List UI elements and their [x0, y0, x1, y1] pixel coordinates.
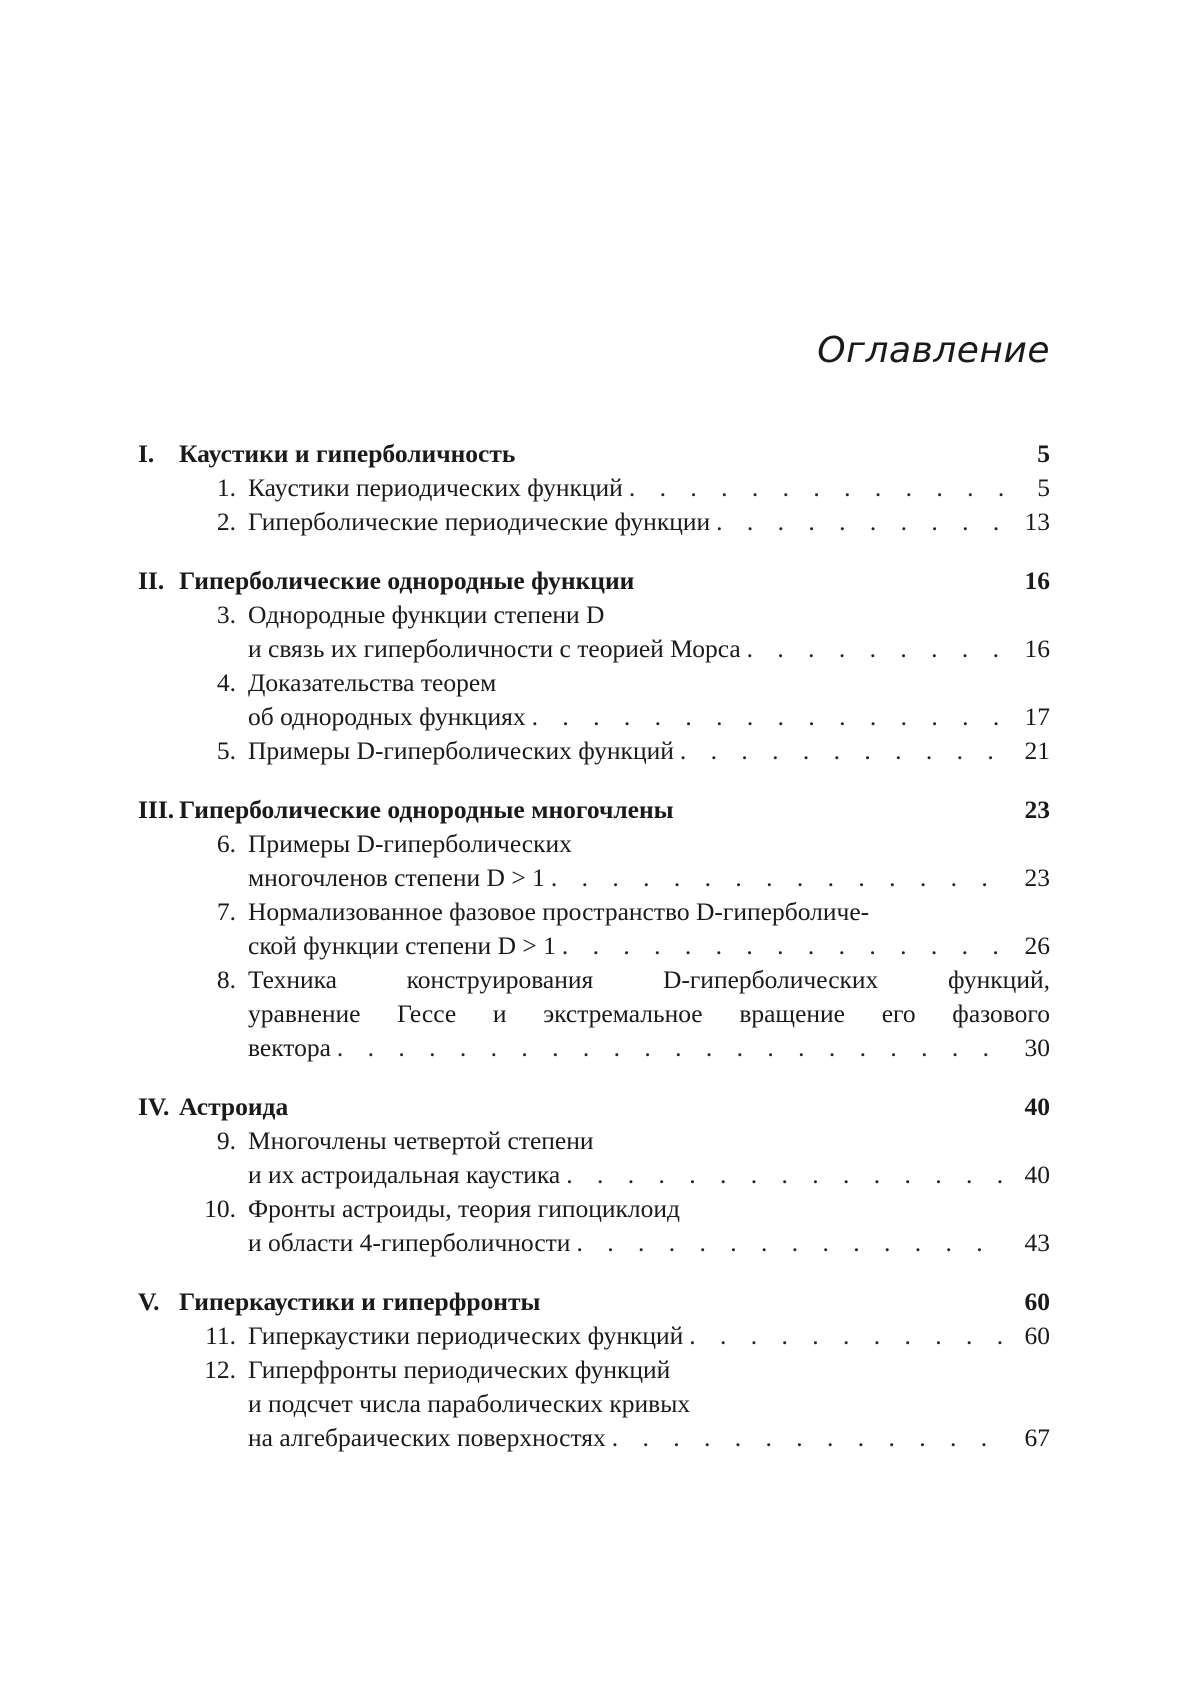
toc-section[interactable]	[138, 895, 1050, 963]
dot-leader	[562, 929, 1008, 963]
section-line	[138, 598, 1050, 632]
part-number: III.	[138, 795, 175, 824]
toc-part	[138, 1090, 1050, 1260]
section-line	[138, 1192, 1050, 1226]
dot-leader	[566, 1158, 1008, 1192]
part-number: II.	[138, 566, 165, 595]
section-line	[138, 895, 1050, 929]
section-page-number: 17	[1024, 702, 1050, 731]
section-line	[138, 1319, 1050, 1353]
section-number: 10.	[204, 1194, 236, 1223]
toc-part-heading[interactable]	[138, 793, 1050, 827]
toc-part	[138, 793, 1050, 1065]
section-line	[138, 1031, 1050, 1065]
part-number: IV.	[138, 1092, 170, 1121]
section-title: и их астроидальная каустика	[248, 1160, 561, 1189]
table-of-contents	[138, 437, 1050, 1480]
dot-leader	[629, 471, 1008, 505]
section-title: многочленов степени D > 1	[248, 863, 545, 892]
dot-leader	[576, 1226, 1008, 1260]
part-title: Астроида	[179, 1092, 289, 1121]
section-page-number: 26	[1024, 931, 1050, 960]
section-title: об однородных функциях	[248, 702, 526, 731]
part-page-number: 16	[1024, 566, 1050, 595]
section-line	[138, 1421, 1050, 1455]
toc-section[interactable]	[138, 1319, 1050, 1353]
toc-section[interactable]	[138, 505, 1050, 539]
toc-part	[138, 437, 1050, 539]
section-line	[138, 1387, 1050, 1421]
section-number: 1.	[216, 473, 236, 502]
part-title: Гиперболические однородные функции	[179, 566, 635, 595]
section-number: 2.	[216, 507, 236, 536]
section-number: 11.	[205, 1321, 236, 1350]
section-line	[138, 929, 1050, 963]
section-line	[138, 734, 1050, 768]
toc-section[interactable]	[138, 666, 1050, 734]
part-page-number: 23	[1024, 795, 1050, 824]
section-line	[138, 963, 1050, 997]
part-title: Гиперболические однородные многочлены	[179, 795, 674, 824]
section-number: 4.	[216, 668, 236, 697]
section-number: 9.	[216, 1126, 236, 1155]
section-title: на алгебраических поверхностях	[248, 1423, 606, 1452]
section-title: Примеры D-гиперболических	[248, 829, 572, 858]
section-title: Доказательства теорем	[248, 668, 497, 697]
section-page-number: 30	[1024, 1033, 1050, 1062]
dot-leader	[689, 1319, 1008, 1353]
section-title: Примеры D-гиперболических функций	[248, 736, 674, 765]
section-title: Гиперфронты периодических функций	[248, 1355, 671, 1384]
section-title: Фронты астроиды, теория гипоциклоид	[248, 1194, 681, 1223]
toc-section[interactable]	[138, 827, 1050, 895]
section-page-number: 21	[1024, 736, 1050, 765]
section-number: 8.	[216, 965, 236, 994]
section-title: Однородные функции степени D	[248, 600, 605, 629]
section-title: и области 4-гиперболичности	[248, 1228, 571, 1257]
section-title: Гиперболические периодические функции	[248, 507, 711, 536]
toc-section[interactable]	[138, 1353, 1050, 1455]
section-title: Каустики периодических функций	[248, 473, 623, 502]
section-indent	[138, 997, 248, 1031]
section-page-number: 5	[1037, 473, 1050, 502]
section-page-number: 23	[1024, 863, 1050, 892]
toc-part	[138, 564, 1050, 768]
part-page-number: 60	[1024, 1287, 1050, 1316]
section-title: уравнение Гессе и экстремальное вращение его фазового	[248, 999, 1050, 1028]
toc-section[interactable]	[138, 598, 1050, 666]
part-number: V.	[138, 1287, 160, 1316]
section-number: 12.	[204, 1355, 236, 1384]
section-title: Нормализованное фазовое пространство D-гиперболиче-	[248, 897, 870, 926]
dot-leader	[747, 632, 1008, 666]
toc-part	[138, 1285, 1050, 1455]
section-title: Техника конструирования D-гиперболических функций,	[248, 965, 1050, 994]
dot-leader	[716, 505, 1008, 539]
toc-part-heading[interactable]	[138, 1090, 1050, 1124]
section-line	[138, 666, 1050, 700]
section-title: Многочлены четвертой степени	[248, 1126, 594, 1155]
part-number: I.	[138, 439, 155, 468]
dot-leader	[337, 1031, 1008, 1065]
section-line	[138, 1124, 1050, 1158]
section-title: Гиперкаустики периодических функций	[248, 1321, 684, 1350]
part-page-number: 40	[1024, 1092, 1050, 1121]
section-number: 5.	[216, 736, 236, 765]
section-line	[138, 997, 1050, 1031]
dot-leader	[532, 700, 1008, 734]
toc-part-heading[interactable]	[138, 564, 1050, 598]
toc-part-heading[interactable]	[138, 437, 1050, 471]
section-page-number: 16	[1024, 634, 1050, 663]
toc-section[interactable]	[138, 471, 1050, 505]
toc-part-heading[interactable]	[138, 1285, 1050, 1319]
section-title: и подсчет числа параболических кривых	[248, 1389, 691, 1418]
section-line	[138, 827, 1050, 861]
section-page-number: 40	[1024, 1160, 1050, 1189]
section-line	[138, 1226, 1050, 1260]
toc-section[interactable]	[138, 1124, 1050, 1192]
part-title: Каустики и гиперболичность	[179, 439, 516, 468]
section-title: и связь их гиперболичности с теорией Морса	[248, 634, 741, 663]
section-number: 6.	[216, 829, 236, 858]
dot-leader	[551, 861, 1008, 895]
part-title: Гиперкаустики и гиперфронты	[179, 1287, 541, 1316]
section-title: ской функции степени D > 1	[248, 931, 556, 960]
toc-section[interactable]	[138, 1192, 1050, 1260]
section-line	[138, 471, 1050, 505]
section-number: 7.	[216, 897, 236, 926]
section-page-number: 43	[1024, 1228, 1050, 1257]
section-line	[138, 861, 1050, 895]
dot-leader	[612, 1421, 1008, 1455]
section-line	[138, 632, 1050, 666]
toc-section[interactable]	[138, 734, 1050, 768]
page-title: Оглавление	[817, 330, 1050, 371]
section-line	[138, 1158, 1050, 1192]
section-title: вектора	[248, 1033, 331, 1062]
section-number: 3.	[216, 600, 236, 629]
part-page-number: 5	[1037, 439, 1050, 468]
section-line	[138, 505, 1050, 539]
section-page-number: 67	[1024, 1423, 1050, 1452]
toc-section[interactable]	[138, 963, 1050, 1065]
section-line	[138, 700, 1050, 734]
section-page-number: 60	[1024, 1321, 1050, 1350]
section-line	[138, 1353, 1050, 1387]
section-page-number: 13	[1024, 507, 1050, 536]
dot-leader	[680, 734, 1008, 768]
